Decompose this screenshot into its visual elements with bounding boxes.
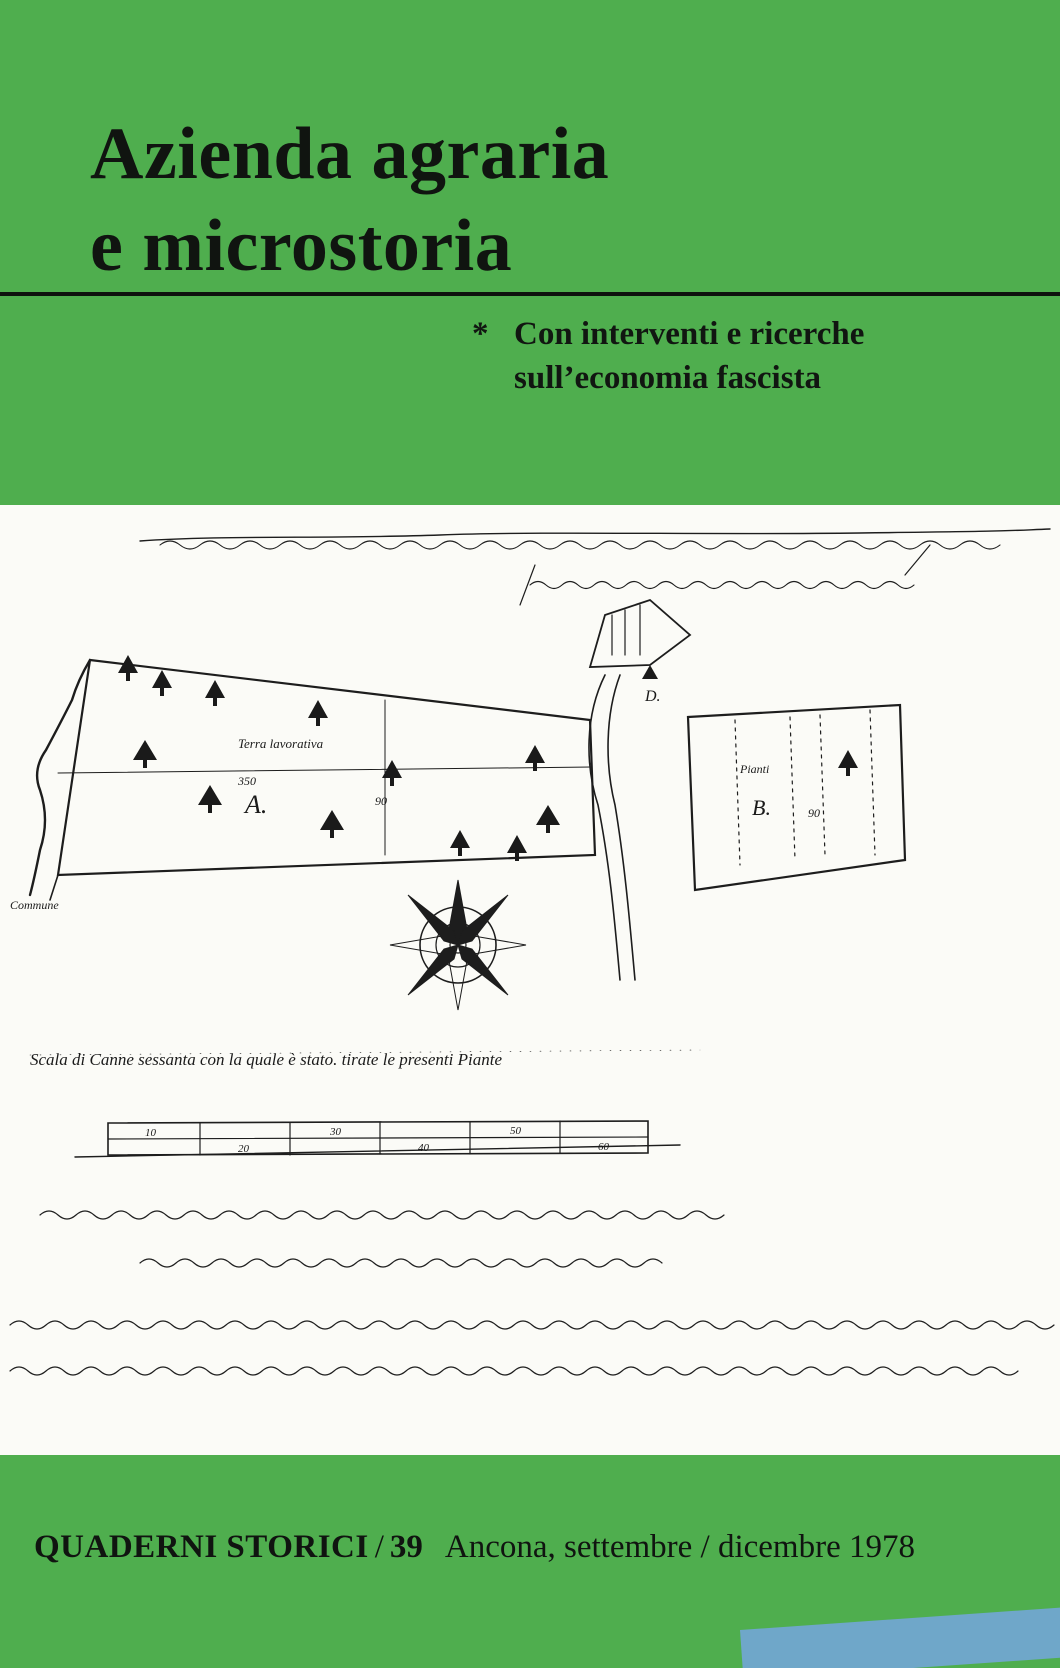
scale-tick-10: 10	[145, 1127, 156, 1139]
field-a-label: A.	[245, 790, 268, 819]
series-separator: /	[374, 1529, 384, 1565]
field-b-note: Pianti	[740, 762, 770, 776]
field-d-label: D.	[645, 688, 661, 705]
series-name: QUADERNI STORICI	[34, 1529, 369, 1565]
field-a-note: Terra lavorativa	[238, 736, 324, 751]
title-line-1: Azienda agraria	[90, 113, 610, 195]
measure-350: 350	[238, 774, 256, 788]
cover-title	[90, 108, 609, 292]
place-and-date: Ancona, settembre / dicembre 1978	[444, 1529, 915, 1565]
publication-footer	[34, 1529, 915, 1566]
historical-map-illustration	[0, 505, 1060, 1455]
scale-tick-60: 60	[598, 1141, 609, 1153]
subtitle-line-1: Con interventi e ricerche	[514, 316, 865, 352]
commune-label: Commune	[10, 898, 59, 912]
tree-icons	[118, 655, 858, 861]
title-line-2: e microstoria	[90, 205, 513, 287]
measure-90a: 90	[375, 794, 387, 808]
field-b-label: B.	[752, 795, 771, 820]
scale-caption: Scala di Canne sessanta con la quale è stato. tirate le presenti Piante	[30, 1050, 502, 1069]
scale-tick-20: 20	[238, 1143, 249, 1155]
title-divider	[0, 292, 1060, 296]
scale-tick-40: 40	[418, 1142, 429, 1154]
scale-tick-50: 50	[510, 1125, 521, 1137]
measure-90b: 90	[808, 806, 820, 820]
subtitle-line-2: sull’economia fascista	[514, 360, 822, 396]
asterisk-mark: *	[472, 316, 489, 352]
map-drawing	[0, 505, 1060, 1455]
scale-tick-30: 30	[330, 1126, 341, 1138]
issue-number: 39	[389, 1529, 423, 1565]
